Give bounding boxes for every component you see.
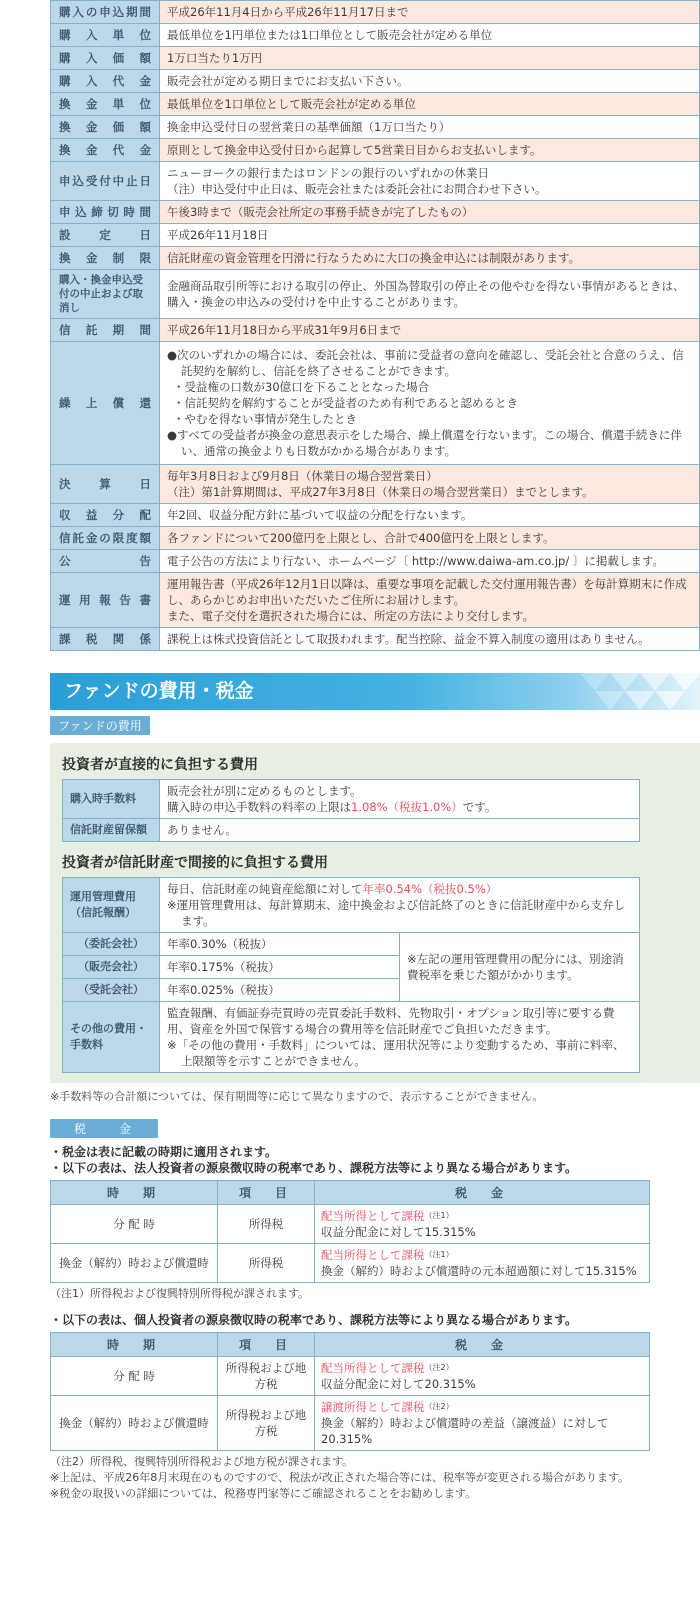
term-value: 課税上は株式投資信託として取扱われます。配当控除、益金不算入制度の適用はありません。: [160, 628, 700, 651]
tax-item: 所得税および地方税: [218, 1357, 315, 1396]
table-row: [51, 550, 700, 573]
term-value: 金融商品取引所等における取引の停止、外国為替取引の停止その他やむを得ない事情があるときは、購入・換金の申込みの受付けを中止することがあります。: [160, 270, 700, 319]
tax-desc: [315, 1244, 650, 1283]
alloc-label: （販売会社）: [63, 956, 160, 979]
table-row: [51, 270, 700, 319]
term-value: [160, 465, 700, 504]
term-value: 1万口当たり1万円: [160, 47, 700, 70]
mgmt-fee-line: ※運用管理費用は、毎計算期末、途中換金および信託終了のときに信託財産中から支弁します。: [167, 898, 626, 928]
tax-when: 分 配 時: [51, 1357, 218, 1396]
table-row: [51, 1244, 650, 1283]
table-row: [51, 465, 700, 504]
term-label: 運用報告書: [51, 573, 160, 628]
alloc-label: （委託会社）: [63, 933, 160, 956]
tax-note: （注1）所得税および復興特別所得税が課されます。: [50, 1287, 310, 1300]
tax-tag: 税 金: [50, 1119, 158, 1138]
table-row: [63, 1002, 640, 1073]
term-label: 収 益 分 配: [51, 504, 160, 527]
retention-label: 信託財産留保額: [63, 819, 160, 842]
terms-table: [50, 0, 700, 651]
table-row: [51, 527, 700, 550]
table-row: [51, 573, 700, 628]
term-line: ・受益権の口数が30億口を下ることとなった場合: [173, 380, 430, 394]
term-value: 平成26年11月18日: [160, 224, 700, 247]
term-value: 販売会社が定める期日までにお支払い下さい。: [160, 70, 700, 93]
purchase-fee-text: です。: [462, 800, 497, 814]
table-row: [51, 1357, 650, 1396]
table-row: [51, 224, 700, 247]
header-item: 項 目: [218, 1333, 315, 1357]
term-label: 信 託 期 間: [51, 319, 160, 342]
term-line: （注）申込受付中止日は、販売会社または委託会社にお問合わせ下さい。: [167, 182, 547, 196]
table-row: [51, 247, 700, 270]
fee-box: [50, 743, 700, 1083]
table-row: [51, 201, 700, 224]
term-value: 最低単位を1円単位または1口単位として販売会社が定める単位: [160, 24, 700, 47]
term-label: 申込受付中止日: [51, 162, 160, 201]
term-line: ・やむを得ない事情が発生したとき: [173, 412, 357, 426]
table-row: [51, 47, 700, 70]
tax-note-ref: （注1）: [424, 1250, 454, 1259]
section-title-text: ファンドの費用・税金: [64, 680, 254, 702]
table-row: [51, 1205, 650, 1244]
term-line: （注）第1計算期間は、平成27年3月8日（休業日の場合翌営業日）までとします。: [167, 485, 594, 499]
table-row: [51, 342, 700, 465]
term-value: 信託財産の資金管理を円滑に行なうために大口の換金申込には制限があります。: [160, 247, 700, 270]
tax-note: ※税金の取扱いの詳細については、税務専門家等にご確認されることをお勧めします。: [50, 1487, 477, 1500]
tax-note-ref: （注2）: [424, 1402, 454, 1411]
term-label: 繰 上 償 還: [51, 342, 160, 465]
purchase-fee-value: [160, 780, 640, 819]
alloc-value: 年率0.025%（税抜）: [160, 979, 400, 1002]
tax-bullet: ・以下の表は、個人投資者の源泉徴収時の税率であり、課税方法等により異なる場合があります。: [50, 1313, 578, 1327]
mgmt-fee-text: 毎日、信託財産の純資産総額に対して: [167, 882, 363, 896]
retention-value: ありません。: [160, 819, 640, 842]
tax-rate-text: 収益分配金に対して20.315%: [321, 1377, 476, 1391]
term-value: 電子公告の方法により行ない、ホームページ〔 http://www.daiwa-am.co.jp/ 〕に掲載します。: [160, 550, 700, 573]
indirect-fee-title: 投資者が信託財産で間接的に負担する費用: [62, 855, 328, 871]
table-row: [63, 819, 640, 842]
alloc-label: （受託会社）: [63, 979, 160, 1002]
fee-footnote: ※手数料等の合計額については、保有期間等に応じて異なりますので、表示することができません。: [50, 1090, 544, 1103]
direct-fee-table: [62, 779, 640, 842]
term-label: 換 金 制 限: [51, 247, 160, 270]
term-value: 各ファンドについて200億円を上限とし、合計で400億円を上限とします。: [160, 527, 700, 550]
purchase-fee-label: 購入時手数料: [63, 780, 160, 819]
page: [50, 0, 700, 1502]
term-line: 毎年3月8日および9月8日（休業日の場合翌営業日）: [167, 469, 438, 483]
table-row: [63, 933, 640, 956]
mgmt-fee-line: [167, 881, 632, 897]
tax-desc: [315, 1357, 650, 1396]
table-row: [51, 116, 700, 139]
term-label: 換 金 単 位: [51, 93, 160, 116]
tax-note-ref: （注1）: [424, 1211, 454, 1220]
other-fee-value: [160, 1002, 640, 1073]
alloc-value: 年率0.30%（税抜）: [160, 933, 400, 956]
purchase-fee-text: 購入時の申込手数料の料率の上限は: [167, 800, 351, 814]
table-row: [51, 1, 700, 24]
term-label: 申込締切時間: [51, 201, 160, 224]
table-row: [51, 1396, 650, 1451]
table-row: [51, 70, 700, 93]
header-when: 時 期: [51, 1181, 218, 1205]
alloc-value: 年率0.175%（税抜）: [160, 956, 400, 979]
fund-fee-tag: ファンドの費用: [50, 716, 150, 735]
term-value: 換金申込受付日の翌営業日の基準価額（1万口当たり）: [160, 116, 700, 139]
term-value: 平成26年11月18日から平成31年9月6日まで: [160, 319, 700, 342]
term-line: ニューヨークの銀行またはロンドンの銀行のいずれかの休業日: [167, 166, 489, 180]
term-value: 年2回、収益分配方針に基づいて収益の分配を行ないます。: [160, 504, 700, 527]
term-label: 購 入 価 額: [51, 47, 160, 70]
term-label: 公 告: [51, 550, 160, 573]
term-label: 決 算 日: [51, 465, 160, 504]
term-label: 購 入 代 金: [51, 70, 160, 93]
term-value: 原則として換金申込受付日から起算して5営業日目からお支払いします。: [160, 139, 700, 162]
mgmt-fee-rate: 年率0.54%（税抜0.5%）: [362, 882, 498, 896]
header-when: 時 期: [51, 1333, 218, 1357]
term-value: [160, 573, 700, 628]
term-value: 午後3時まで（販売会社所定の事務手続きが完了したもの）: [160, 201, 700, 224]
purchase-fee-line: [167, 799, 632, 815]
term-value: 最低単位を1口単位として販売会社が定める単位: [160, 93, 700, 116]
term-line: ・信託契約を解約することが受益者のため有利であると認めるとき: [173, 396, 518, 410]
table-header-row: [51, 1181, 650, 1205]
tax-note-ref: （注2）: [424, 1363, 454, 1372]
tax-type: 配当所得として課税: [321, 1361, 425, 1375]
table-row: [51, 628, 700, 651]
indirect-fee-table: [62, 877, 640, 1073]
term-label: 換 金 価 額: [51, 116, 160, 139]
direct-fee-title: 投資者が直接的に負担する費用: [62, 757, 258, 773]
tax-note: （注2）所得税、復興特別所得税および地方税が課されます。: [50, 1455, 354, 1468]
tax-desc: [315, 1205, 650, 1244]
section-title: [50, 673, 700, 710]
corp-tax-table: [50, 1180, 650, 1283]
alloc-note: ※左記の運用管理費用の配分には、別途消費税率を乗じた額がかかります。: [400, 933, 640, 1002]
tax-item: 所得税および地方税: [218, 1396, 315, 1451]
other-fee-line: ※「その他の費用・手数料」については、運用状況等により変動するため、事前に料率、上限額等を示すことができません。: [167, 1038, 625, 1068]
mgmt-fee-label: 運用管理費用（信託報酬）: [63, 878, 160, 933]
term-line: 運用報告書（平成26年12月1日以降は、重要な事項を記載した交付運用報告書）を毎計算期末に作成し、あらかじめお申出いただいたご住所にお届けします。: [167, 577, 687, 607]
term-value: [160, 342, 700, 465]
tax-rate-text: 換金（解約）時および償還時の元本超過額に対して15.315%: [321, 1264, 637, 1278]
tax-desc: [315, 1396, 650, 1451]
term-label: 信託金の限度額: [51, 527, 160, 550]
header-tax: 税 金: [315, 1333, 650, 1357]
purchase-fee-rate: 1.08%（税抜1.0%）: [351, 800, 463, 814]
tax-note: ※上記は、平成26年8月末現在のものですので、税法が改正された場合等には、税率等が変更される場合があります。: [50, 1471, 630, 1484]
indiv-tax-table: [50, 1332, 650, 1451]
term-label: 換 金 代 金: [51, 139, 160, 162]
tax-type: 譲渡所得として課税: [321, 1400, 425, 1414]
term-value: 平成26年11月4日から平成26年11月17日まで: [160, 1, 700, 24]
tax-rate-text: 収益分配金に対して15.315%: [321, 1225, 476, 1239]
term-label: 設 定 日: [51, 224, 160, 247]
header-tax: 税 金: [315, 1181, 650, 1205]
term-label: 購入の申込期間: [51, 1, 160, 24]
table-row: [51, 93, 700, 116]
term-value: [160, 162, 700, 201]
term-line: また、電子交付を選択された場合には、所定の方法により交付します。: [167, 609, 535, 623]
table-row: [51, 139, 700, 162]
tax-bullet: ・以下の表は、法人投資者の源泉徴収時の税率であり、課税方法等により異なる場合があります。: [50, 1161, 578, 1175]
tax-when: 換金（解約）時および償還時: [51, 1396, 218, 1451]
tax-item: 所得税: [218, 1244, 315, 1283]
term-label: 課 税 関 係: [51, 628, 160, 651]
table-row: [51, 319, 700, 342]
mgmt-fee-value: [160, 878, 640, 933]
other-fee-line: 監査報酬、有価証券売買時の売買委託手数料、先物取引・オプション取引等に要する費用、資産を外国で保管する場合の費用等を信託財産でご負担いただきます。: [167, 1006, 615, 1036]
table-row: [51, 504, 700, 527]
tax-item: 所得税: [218, 1205, 315, 1244]
tax-when: 換金（解約）時および償還時: [51, 1244, 218, 1283]
term-line: ●すべての受益者が換金の意思表示をした場合、繰上償還を行ないます。この場合、償還手続きに伴い、通常の換金よりも日数がかかる場合があります。: [167, 428, 682, 458]
table-row: [51, 24, 700, 47]
table-row: [63, 780, 640, 819]
tax-type: 配当所得として課税: [321, 1248, 425, 1262]
other-fee-label: その他の費用・手数料: [63, 1002, 160, 1073]
triangle-pattern-icon: [570, 673, 700, 710]
tax-type: 配当所得として課税: [321, 1209, 425, 1223]
table-row: [63, 878, 640, 933]
term-label: 購 入 単 位: [51, 24, 160, 47]
tax-rate-text: 換金（解約）時および償還時の差益（譲渡益）に対して20.315%: [321, 1416, 609, 1446]
table-row: [51, 162, 700, 201]
purchase-fee-line: 販売会社が別に定めるものとします。: [167, 784, 362, 798]
table-header-row: [51, 1333, 650, 1357]
header-item: 項 目: [218, 1181, 315, 1205]
term-line: ●次のいずれかの場合には、委託会社は、事前に受益者の意向を確認し、受託会社と合意のうえ、信託契約を解約し、信託を終了させることができます。: [167, 348, 684, 378]
tax-when: 分 配 時: [51, 1205, 218, 1244]
term-label: 購入・換金申込受付の中止および取消し: [51, 270, 160, 319]
tax-bullet: ・税金は表に記載の時期に適用されます。: [50, 1145, 278, 1159]
